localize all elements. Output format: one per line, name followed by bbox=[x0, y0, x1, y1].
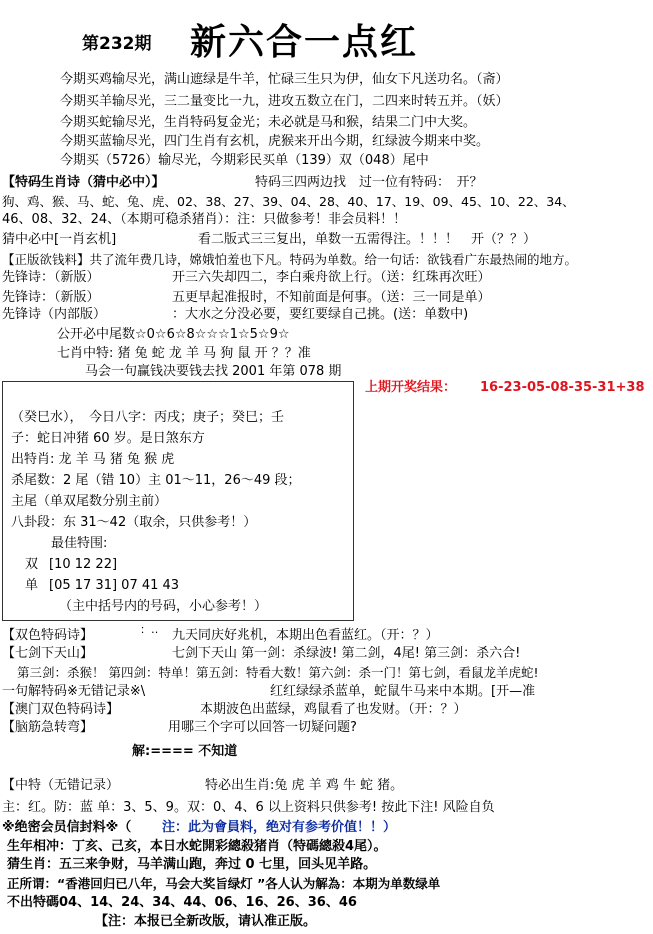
section-heading: 【中特（无错记录） bbox=[2, 778, 120, 793]
text-line: 红红绿绿杀蓝单，蛇鼠牛马来中本期。[开—准 bbox=[270, 684, 536, 699]
poem-line: 今期买（5726）输尽光，今期彩民买单（139）双（048）尾中 bbox=[60, 153, 429, 168]
box-line: 双 bbox=[25, 557, 39, 572]
box-line: 单 bbox=[25, 578, 39, 593]
box-line: 子：蛇日冲猪 60 岁。是日煞东方 bbox=[11, 431, 205, 446]
text-line: 开三六失却四二，李白乘舟欲上行。（送：红珠再次旺） bbox=[172, 270, 491, 285]
box-line: [10 12 22] bbox=[49, 557, 118, 572]
box-line: [05 17 31] 07 41 43 bbox=[49, 578, 180, 593]
text-line: ：大水之分没必要，要红要绿自己挑。(送：单数中) bbox=[172, 307, 469, 322]
info-box bbox=[2, 381, 354, 621]
box-line: （癸巳水）， 今日八字：丙戌；庚子；癸巳；壬 bbox=[11, 410, 285, 425]
text-line: 主：红。防：蓝 单：3、5、9。双：0、4、6 以上资料只供参考! 按此下注! 风险自负 bbox=[2, 800, 495, 815]
text-line: 【正版欲钱料】共了流年费几诗，嫦娥怕羞也下凡。特码为单数。给一句话：欲钱看广东最热闹的地方。 bbox=[2, 252, 578, 267]
footer-note: 【注：本报已全新改版，请认准正版。 bbox=[95, 914, 317, 929]
text-line: 狗、鸡、猴、马、蛇、兔、虎、02、38、27、39、04、28、40、17、19、09、45、10、22、34、 bbox=[2, 194, 575, 209]
text-line: ※绝密会员信封料※（ bbox=[2, 820, 132, 835]
section-heading: 猜中必中[一肖玄机] bbox=[2, 232, 117, 247]
text-line: 先锋诗（内部版） bbox=[2, 307, 107, 322]
text-line: 五更早起准报时，不知前面是何事。（送：三一同是单） bbox=[172, 290, 491, 305]
text-line: ：‥ bbox=[140, 623, 159, 636]
section-heading: 【七剑下天山】 bbox=[2, 646, 94, 661]
poem-line: 今期买蓝输尽光，四门生肖有玄机，虎猴来开出今期，红绿波今期来中奖。 bbox=[60, 134, 490, 149]
text-line: 解:==== 不知道 bbox=[132, 744, 238, 759]
text-line: 用哪三个字可以回答一切疑问题? bbox=[168, 720, 357, 735]
issue-number: 第232期 bbox=[82, 34, 152, 54]
text-line: 特码三四两边找 过一位有特码： 开？ bbox=[255, 175, 483, 190]
text-line: 正所谓：“香港回归已八年，马会大奖旨绿灯 ”各人认为解為：本期为单数绿单 bbox=[7, 876, 441, 891]
text-line: 生年相冲：丁亥、己亥，本日水蛇開彩總殺猪肖（特碼總殺4尾）。 bbox=[7, 839, 387, 854]
section-heading: 【双色特码诗】 bbox=[2, 628, 94, 643]
text-line: 特必出生肖:兔 虎 羊 鸡 牛 蛇 猪。 bbox=[205, 778, 404, 793]
page-title: 新六合一点红 bbox=[190, 21, 419, 63]
text-line: 公开必中尾数☆0☆6☆8☆☆☆1☆5☆9☆ bbox=[57, 327, 290, 342]
box-line: （主中括号内的号码，小心参考！） bbox=[59, 599, 268, 614]
box-line: 最佳特围: bbox=[51, 536, 108, 551]
text-line: 第三剑：杀猴！ 第四剑：特单！第五剑：特看大数！第六剑：杀一门！第七剑，看鼠龙羊虎蛇! bbox=[17, 665, 539, 680]
text-line: 七肖中特: 猪 兔 蛇 龙 羊 马 狗 鼠 开 ？？准 bbox=[57, 346, 311, 361]
section-heading: 【特码生肖诗（猜中必中）】 bbox=[2, 175, 165, 190]
text-line: 先锋诗：（新版） bbox=[2, 290, 100, 305]
text-line: 注：此为會員料，绝对有参考价值！！） bbox=[162, 820, 397, 835]
poem-line: 今期买鸡输尽光，满山遮绿是牛羊，忙碌三生只为伊，仙女下凡送功名。（斋） bbox=[60, 72, 509, 87]
text-line: 看二版式三三复出，单数一五需得注。！！！ 开（？？） bbox=[198, 232, 537, 247]
text-line: 不出特碼04、14、24、34、44、06、16、26、36、46 bbox=[7, 895, 357, 910]
last-result-numbers: 16-23-05-08-35-31+38 bbox=[480, 380, 645, 395]
text-line: 九天同庆好兆机，本期出色看蓝红。（开：？） bbox=[172, 628, 439, 643]
text-line: 猜生肖：五三来争财，马羊满山跑，奔过 0 七里，回头见羊路。 bbox=[7, 857, 377, 872]
section-heading: 【脑筋急转弯】 bbox=[2, 720, 94, 735]
box-line: 主尾（单双尾数分别主前） bbox=[11, 494, 168, 509]
text-line: 马会一句赢钱决要钱去找 2001 年第 078 期 bbox=[85, 364, 342, 379]
poem-line: 今期买蛇输尽光，生肖特码复金光；未必就是马和猴，结果二门中大奖。 bbox=[60, 115, 477, 130]
last-result-label: 上期开奖结果： bbox=[365, 380, 457, 395]
poem-line: 今期买羊输尽光，三二量变比一九，进攻五数立在门，二四来时转五并。（妖） bbox=[60, 94, 509, 109]
text-line: 先锋诗：（新版） bbox=[2, 270, 100, 285]
box-line: 出特肖: 龙 羊 马 猪 兔 猴 虎 bbox=[11, 452, 175, 467]
text-line: 七剑下天山 第一剑：杀绿波! 第二剑，4尾! 第三剑：杀六合! bbox=[172, 646, 521, 661]
text-line: 46、08、32、24、（本期可稳杀猪肖）：注：只做参考！非会员料！！ bbox=[2, 212, 407, 227]
box-line: 八卦段：东 31～42（取余，只供参考！） bbox=[11, 515, 257, 530]
text-line: 一句解特码※无错记录※\ bbox=[2, 684, 146, 699]
box-line: 杀尾数：2 尾（错 10）主 01～11，26～49 段； bbox=[11, 473, 301, 488]
section-heading: 【澳门双色特码诗】 bbox=[2, 702, 120, 717]
text-line: 本期波色出蓝绿，鸡鼠看了也发财。（开：？） bbox=[200, 702, 467, 717]
